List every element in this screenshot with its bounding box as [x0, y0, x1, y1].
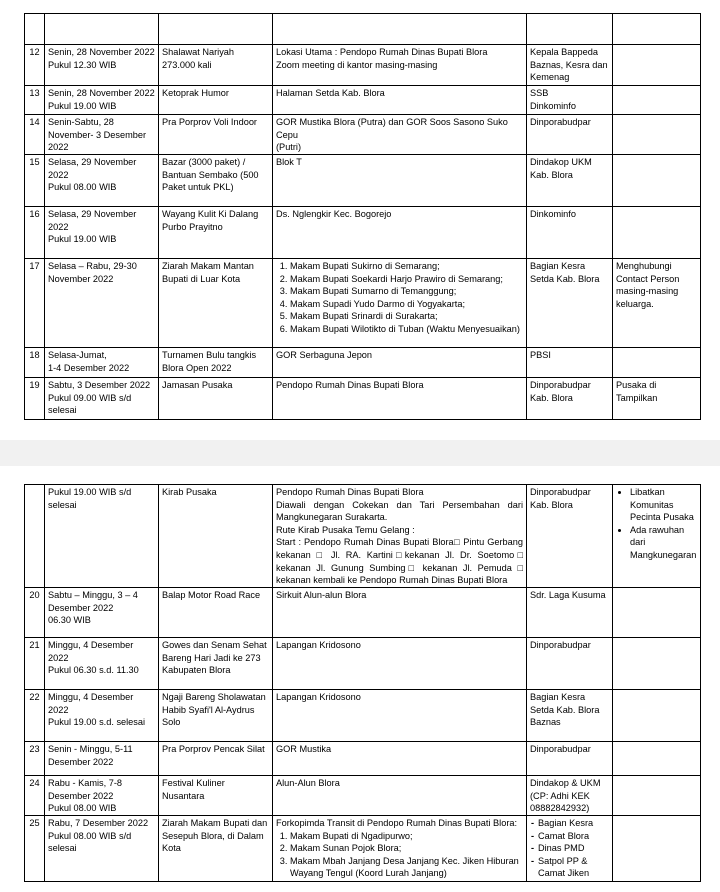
row-event: Ziarah Makam Mantan Bupati di Luar Kota	[159, 259, 273, 348]
row-note	[613, 588, 701, 638]
row-date: Minggu, 4 Desember 2022 Pukul 19.00 s.d. selesai	[45, 690, 159, 742]
row-pic: PBSI	[527, 348, 613, 378]
row-number	[25, 485, 45, 588]
row-number: 21	[25, 638, 45, 690]
list-item: - Satpol PP & Camat Jiken	[538, 855, 609, 880]
list-item: 6. Makam Bupati Wilotikto di Tuban (Waktu Menyesuaikan)	[290, 323, 523, 336]
table-row	[25, 348, 701, 378]
row-location: Halaman Setda Kab. Blora	[273, 86, 527, 115]
row-event: Bazar (3000 paket) / Bantuan Sembako (500 Paket untuk PKL)	[159, 155, 273, 207]
table-row	[25, 485, 701, 588]
row-number: 22	[25, 690, 45, 742]
list-item: 5. Makam Bupati Srinardi di Surakarta;	[290, 310, 523, 323]
table-row	[25, 588, 701, 638]
row-date: Selasa-Jumat, 1-4 Desember 2022	[45, 348, 159, 378]
row-number: 16	[25, 207, 45, 259]
row-note: Pusaka di Tampilkan	[613, 378, 701, 420]
list-item: - Camat Blora	[538, 830, 609, 843]
row-event: Jamasan Pusaka	[159, 378, 273, 420]
list-item: 2. Makam Bupati Soekardi Harjo Prawiro di Semarang;	[290, 273, 523, 286]
row-location: GOR Mustika Blora (Putra) dan GOR Soos Sasono Suko Cepu (Putri)	[273, 115, 527, 155]
list-item: 3. Makam Mbah Janjang Desa Janjang Kec. Jiken Hiburan Wayang Tengul (Koord Lurah Janjang)	[290, 855, 523, 880]
row-note	[613, 816, 701, 882]
row-event: Ketoprak Humor	[159, 86, 273, 115]
row-number: 25	[25, 816, 45, 882]
row-date: Rabu - Kamis, 7-8 Desember 2022 Pukul 08.00 WIB	[45, 776, 159, 816]
list-item: 3. Makam Bupati Sumarno di Temanggung;	[290, 285, 523, 298]
row-number: 17	[25, 259, 45, 348]
table-row	[25, 776, 701, 816]
row-pic: Dinporabudpar Kab. Blora	[527, 485, 613, 588]
row-location: Pendopo Rumah Dinas Bupati Blora Diawali dengan Cokekan dan Tari Persembahan dari Mangkunegaran Surakarta. Rute Kirab Pusaka Temu Gelang : Start : Pendopo Rumah Dinas Bupati Blora□ Pintu Gerbang kekanan □ Jl. RA. Kartini□kekanan Jl. Dr. Soetomo□ kekanan Jl. Gunung Sumbing□ kekanan Jl. Pemuda □ kekanan kembali ke Pendopo Rumah Dinas Bupati Blora	[273, 485, 527, 588]
row-location: Blok T	[273, 155, 527, 207]
row-pic: Dinporabudpar	[527, 115, 613, 155]
grave-list	[276, 830, 523, 880]
note-list	[616, 486, 697, 562]
table-row	[25, 816, 701, 882]
row-note: Menghubungi Contact Person masing-masing keluarga.	[613, 259, 701, 348]
page-separator	[0, 440, 720, 466]
row-number: 13	[25, 86, 45, 115]
row-pic: Dindakop & UKM (CP: Adhi KEK 08882842932)	[527, 776, 613, 816]
row-date: Selasa, 29 November 2022 Pukul 19.00 WIB	[45, 207, 159, 259]
pic-list	[530, 817, 609, 880]
row-location: Ds. Nglengkir Kec. Bogorejo	[273, 207, 527, 259]
cell-empty	[273, 14, 527, 45]
row-number: 19	[25, 378, 45, 420]
row-pic: Dinporabudpar Kab. Blora	[527, 378, 613, 420]
row-date: Rabu, 7 Desember 2022 Pukul 08.00 WIB s/d selesai	[45, 816, 159, 882]
row-location: GOR Serbaguna Jepon	[273, 348, 527, 378]
row-note	[613, 690, 701, 742]
list-item: • Ada rawuhan dari Mangkunegaran	[630, 524, 697, 562]
row-date: Pukul 19.00 WIB s/d selesai	[45, 485, 159, 588]
cell-empty	[45, 14, 159, 45]
row-note	[613, 776, 701, 816]
table-row	[25, 690, 701, 742]
table-row	[25, 638, 701, 690]
row-pic: Dinkominfo	[527, 207, 613, 259]
row-note	[613, 115, 701, 155]
row-event: Wayang Kulit Ki Dalang Purbo Prayitno	[159, 207, 273, 259]
table-header-stub-row	[25, 14, 701, 45]
row-pic: Bagian Kesra Setda Kab. Blora	[527, 259, 613, 348]
row-event: Ziarah Makam Bupati dan Sesepuh Blora, di Dalam Kota	[159, 816, 273, 882]
row-number: 23	[25, 742, 45, 776]
row-date: Sabtu – Minggu, 3 – 4 Desember 2022 06.30 WIB	[45, 588, 159, 638]
row-event: Gowes dan Senam Sehat Bareng Hari Jadi ke 273 Kabupaten Blora	[159, 638, 273, 690]
row-location: Lapangan Kridosono	[273, 690, 527, 742]
row-pic: SSB Dinkominfo	[527, 86, 613, 115]
row-location	[273, 816, 527, 882]
list-item: 2. Makam Sunan Pojok Blora;	[290, 842, 523, 855]
document-page-2	[0, 466, 720, 892]
row-date: Senin-Sabtu, 28 November- 3 Desember 2022	[45, 115, 159, 155]
row-date: Sabtu, 3 Desember 2022 Pukul 09.00 WIB s/d selesai	[45, 378, 159, 420]
row-pic: Sdr. Laga Kusuma	[527, 588, 613, 638]
row-number: 18	[25, 348, 45, 378]
list-item: 1. Makam Bupati di Ngadipurwo;	[290, 830, 523, 843]
row-event: Festival Kuliner Nusantara	[159, 776, 273, 816]
row-number: 24	[25, 776, 45, 816]
row-number: 20	[25, 588, 45, 638]
cell-empty	[25, 14, 45, 45]
row-note	[613, 638, 701, 690]
row-number: 15	[25, 155, 45, 207]
row-number: 14	[25, 115, 45, 155]
row-location: GOR Mustika	[273, 742, 527, 776]
row-note	[613, 742, 701, 776]
row-event: Turnamen Bulu tangkis Blora Open 2022	[159, 348, 273, 378]
row-location: Sirkuit Alun-alun Blora	[273, 588, 527, 638]
list-item: - Dinas PMD	[538, 842, 609, 855]
row-note	[613, 155, 701, 207]
row-location: Pendopo Rumah Dinas Bupati Blora	[273, 378, 527, 420]
cell-empty	[613, 14, 701, 45]
cell-empty	[159, 14, 273, 45]
schedule-table-page-1	[24, 13, 701, 420]
list-item: 1. Makam Bupati Sukirno di Semarang;	[290, 260, 523, 273]
row-event: Pra Porprov Voli Indoor	[159, 115, 273, 155]
cell-empty	[527, 14, 613, 45]
row-date: Senin, 28 November 2022 Pukul 19.00 WIB	[45, 86, 159, 115]
row-note	[613, 485, 701, 588]
table-row	[25, 86, 701, 115]
row-location: Lokasi Utama : Pendopo Rumah Dinas Bupati Blora Zoom meeting di kantor masing-masing	[273, 45, 527, 86]
table-row	[25, 259, 701, 348]
row-location	[273, 259, 527, 348]
row-pic: Dindakop UKM Kab. Blora	[527, 155, 613, 207]
row-pic: Bagian Kesra Setda Kab. Blora Baznas	[527, 690, 613, 742]
list-item: • Libatkan Komunitas Pecinta Pusaka	[630, 486, 697, 524]
table-row	[25, 378, 701, 420]
row-location: Alun-Alun Blora	[273, 776, 527, 816]
row-note	[613, 45, 701, 86]
row-date: Senin - Minggu, 5-11 Desember 2022	[45, 742, 159, 776]
table-row	[25, 155, 701, 207]
schedule-table-page-2	[24, 484, 701, 882]
row-event: Shalawat Nariyah 273.000 kali	[159, 45, 273, 86]
list-item: 4. Makam Supadi Yudo Darmo di Yogyakarta;	[290, 298, 523, 311]
table-row	[25, 115, 701, 155]
row-event: Kirab Pusaka	[159, 485, 273, 588]
row-number: 12	[25, 45, 45, 86]
row-event: Ngaji Bareng Sholawatan Habib Syafi'l Al-Aydrus Solo	[159, 690, 273, 742]
row-location: Lapangan Kridosono	[273, 638, 527, 690]
table-row	[25, 45, 701, 86]
row-note	[613, 86, 701, 115]
grave-list	[276, 260, 523, 336]
row-date: Selasa, 29 November 2022 Pukul 08.00 WIB	[45, 155, 159, 207]
document-page-1	[0, 0, 720, 440]
row-pic: Dinporabudpar	[527, 742, 613, 776]
row-pic	[527, 816, 613, 882]
row-note	[613, 348, 701, 378]
row-event: Balap Motor Road Race	[159, 588, 273, 638]
row-date: Selasa – Rabu, 29-30 November 2022	[45, 259, 159, 348]
table-row	[25, 207, 701, 259]
row-pic: Dinporabudpar	[527, 638, 613, 690]
location-intro: Forkopimda Transit di Pendopo Rumah Dinas Bupati Blora:	[276, 818, 518, 828]
row-date: Minggu, 4 Desember 2022 Pukul 06.30 s.d. 11.30	[45, 638, 159, 690]
row-note	[613, 207, 701, 259]
list-item: - Bagian Kesra	[538, 817, 609, 830]
row-event: Pra Porprov Pencak Silat	[159, 742, 273, 776]
row-pic: Kepala Bappeda Baznas, Kesra dan Kemenag	[527, 45, 613, 86]
table-row	[25, 742, 701, 776]
row-date: Senin, 28 November 2022 Pukul 12.30 WIB	[45, 45, 159, 86]
